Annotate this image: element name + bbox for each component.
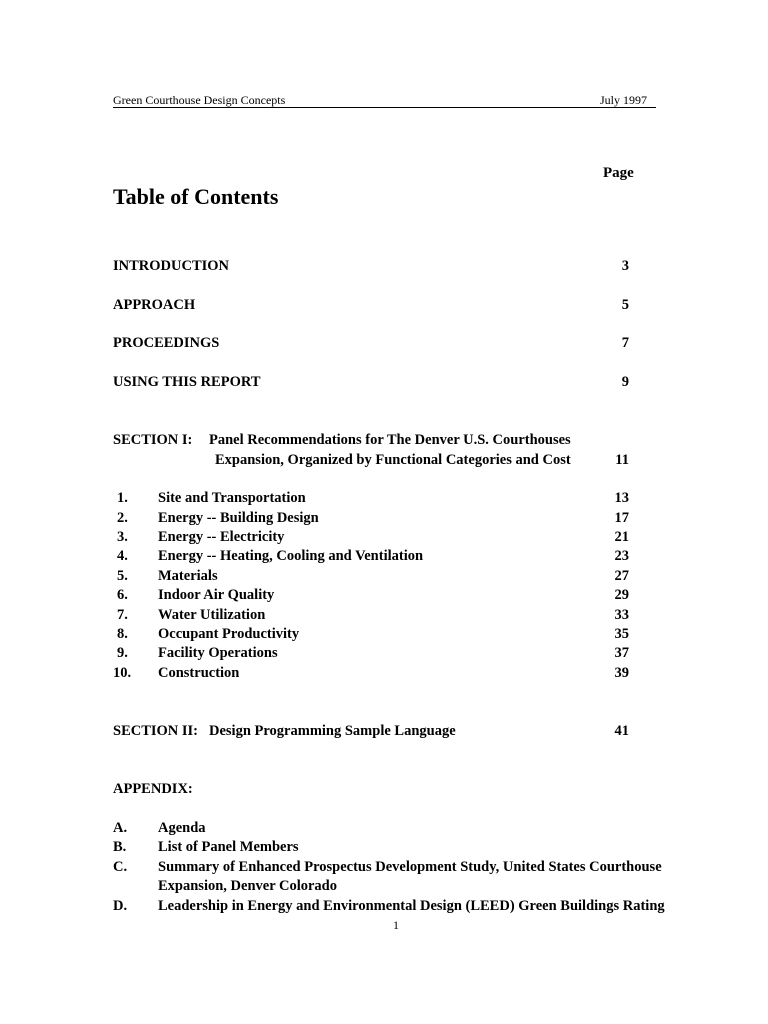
section-1-item-page: 27: [614, 568, 629, 584]
appendix-item-label: Agenda: [158, 820, 206, 836]
section-1-item-page: 37: [614, 645, 629, 661]
appendix-item-letter: D.: [113, 898, 128, 914]
footer-page-number: 1: [393, 918, 399, 932]
section-1-item-number: 4.: [117, 548, 128, 564]
section-1-item-page: 23: [614, 548, 629, 564]
toc-entry-page: 3: [621, 258, 629, 274]
section-1-item-label: Water Utilization: [158, 607, 266, 623]
section-1-title-line2: Expansion, Organized by Functional Categories and Cost: [215, 452, 571, 468]
section-1-item-label: Energy -- Heating, Cooling and Ventilation: [158, 548, 424, 564]
toc-entry-page: 7: [621, 335, 629, 351]
appendix-item-label: Leadership in Energy and Environmental Design (LEED) Green Buildings Rating: [158, 898, 665, 914]
section-1-item-label: Indoor Air Quality: [158, 587, 275, 603]
header-rule: [113, 107, 656, 108]
toc-entry-page: 5: [621, 297, 629, 313]
section-1-item-number: 1.: [117, 490, 128, 506]
section-1-item-label: Energy -- Electricity: [158, 529, 285, 545]
section-1-item-number: 6.: [117, 587, 128, 603]
section-1-item-number: 7.: [117, 607, 128, 623]
section-1-item-page: 13: [614, 490, 629, 506]
appendix-heading: APPENDIX:: [113, 781, 193, 797]
toc-title: Table of Contents: [113, 184, 279, 209]
toc-entry-label: INTRODUCTION: [113, 258, 230, 274]
appendix-item-letter: B.: [113, 839, 127, 855]
section-1-title-line1: Panel Recommendations for The Denver U.S. Courthouses: [209, 432, 571, 448]
section-2-title: Design Programming Sample Language: [209, 723, 456, 739]
toc-entry-label: APPROACH: [113, 297, 196, 313]
section-1-item-label: Occupant Productivity: [158, 626, 300, 642]
section-1-item-page: 17: [614, 510, 629, 526]
running-header-title: Green Courthouse Design Concepts: [113, 93, 286, 107]
toc-entry-label: USING THIS REPORT: [113, 374, 261, 390]
section-1-page: 11: [615, 452, 629, 468]
appendix-item-label-continued: Expansion, Denver Colorado: [158, 878, 337, 894]
section-1-item-page: 39: [614, 665, 629, 681]
section-1-item-page: 35: [614, 626, 629, 642]
section-1-item-label: Site and Transportation: [158, 490, 306, 506]
section-1-item-number: 5.: [117, 568, 128, 584]
section-1-item-number: 2.: [117, 510, 128, 526]
page-column-label: Page: [603, 165, 634, 181]
section-1-item-label: Construction: [158, 665, 240, 681]
section-1-item-label: Energy -- Building Design: [158, 510, 319, 526]
section-1-item-number: 10.: [113, 665, 132, 681]
section-1-item-page: 29: [614, 587, 629, 603]
section-1-item-label: Facility Operations: [158, 645, 278, 661]
appendix-item-letter: A.: [113, 820, 128, 836]
section-1-item-page: 33: [614, 607, 629, 623]
section-2-prefix: SECTION II:: [113, 723, 199, 739]
section-2-page: 41: [614, 723, 629, 739]
toc-entry-label: PROCEEDINGS: [113, 335, 220, 351]
appendix-item-label: Summary of Enhanced Prospectus Development Study, United States Courthouse: [158, 859, 662, 875]
section-1-item-number: 9.: [117, 645, 128, 661]
section-1-prefix: SECTION I:: [113, 432, 193, 448]
section-1-item-page: 21: [614, 529, 629, 545]
toc-entry-page: 9: [621, 374, 629, 390]
running-header-date: July 1997: [600, 93, 648, 107]
appendix-item-label: List of Panel Members: [158, 839, 299, 855]
section-1-item-number: 8.: [117, 626, 128, 642]
section-1-item-label: Materials: [158, 568, 218, 584]
appendix-item-letter: C.: [113, 859, 128, 875]
section-1-item-number: 3.: [117, 529, 128, 545]
